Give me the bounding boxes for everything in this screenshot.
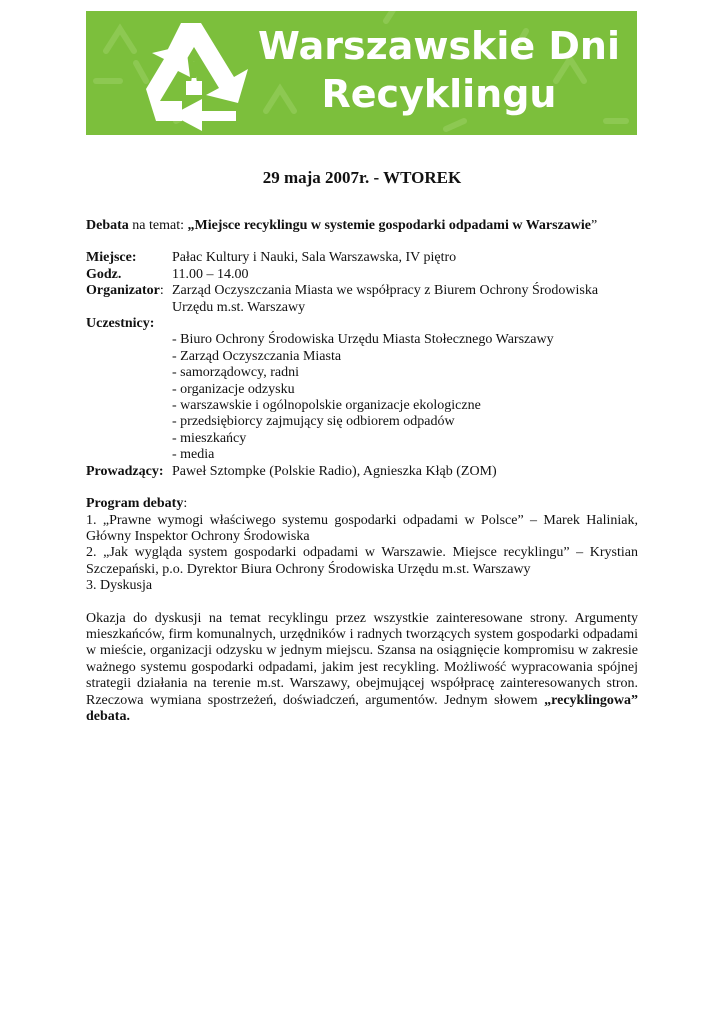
summary-text: Okazja do dyskusji na temat recyklingu przez wszystkie zainteresowane strony. Argumenty mieszkańców, firm komunalnych, urzędników i radnych tworzących system gospodarki odpadami w mieście, organizacji odzysku w jednym miejscu. Szansa na osiągnięcie kompromisu w zakresie ważnego systemu gospodarki odpadami, jakim jest recykling. Możliwość wypracowania spójnej strategii działania na terenie m.st. Warszawy, obejmującej współpracę zainteresowanych stron. Rzeczowa wymiana spostrzeżeń, doświadczeń, argumentów. Jednym słowem: [86, 610, 638, 708]
banner-title-line2: Recyklingu: [321, 72, 557, 116]
recycle-logo-icon: [146, 23, 248, 131]
program-item-3: 3. Dyskusja: [86, 578, 153, 594]
participant-item: - media: [172, 447, 215, 463]
debate-title-close: ”: [591, 218, 598, 233]
participant-item: - mieszkańcy: [172, 430, 247, 446]
program-item-1-line1: 1. „Prawne wymogi właściwego systemu gospodarki odpadami w Polsce” – Marek Haliniak,: [86, 512, 638, 528]
organizer-colon: :: [159, 283, 164, 299]
program-item-2-line1: 2. „Jak wygląda system gospodarki odpadami w Warszawie. Miejsce recyklingu” – Krystian: [86, 545, 638, 561]
banner-title: [244, 19, 634, 116]
debate-mid: na temat:: [128, 218, 188, 233]
time-label: Godz.: [86, 266, 122, 282]
participant-item: - Biuro Ochrony Środowiska Urzędu Miasta Stołecznego Warszawy: [172, 332, 554, 348]
document-body: [86, 218, 638, 725]
organizer-line2: Urzędu m.st. Warszawy: [172, 299, 306, 315]
place-label: Miejsce:: [86, 250, 137, 266]
participants-label: Uczestnicy:: [86, 316, 155, 332]
time-row: [86, 267, 638, 283]
summary-final: debata.: [86, 708, 130, 724]
debate-title: „Miejsce recyklingu w systemie gospodarki odpadami w Warszawie: [187, 218, 592, 233]
place-row: [86, 250, 638, 266]
participant-item: - Zarząd Oczyszczania Miasta: [172, 348, 342, 364]
participant-item: - warszawskie i ogólnopolskie organizacje ekologiczne: [172, 398, 481, 414]
organizer-row: [86, 283, 638, 316]
program-item-2-line2: Szczepański, p.o. Dyrektor Biura Ochrony Środowiska Urzędu m.st. Warszawy: [86, 561, 531, 577]
program-heading: [86, 496, 638, 512]
program-item-1-line2: Główny Inspektor Ochrony Środowiska: [86, 528, 310, 544]
time-value: 11.00 – 14.00: [172, 266, 249, 282]
hosts-label: Prowadzący:: [86, 463, 164, 479]
header-banner: [86, 11, 637, 135]
summary-paragraph: [86, 611, 638, 726]
organizer-label: Organizator: [86, 283, 160, 299]
participant-item: - samorządowcy, radni: [172, 365, 299, 381]
debate-label: Debata: [86, 218, 129, 233]
hosts-row: [86, 464, 638, 480]
participant-item: - przedsiębiorcy zajmujący się odbiorem odpadów: [172, 414, 455, 430]
program-colon: :: [183, 496, 188, 512]
participants-list: [86, 332, 638, 463]
hosts-value: Paweł Sztompke (Polskie Radio), Agnieszka Kłąb (ZOM): [172, 463, 497, 479]
event-date: 29 maja 2007r. - WTOREK: [262, 168, 462, 187]
participant-item: - organizacje odzysku: [172, 381, 295, 397]
summary-highlight: „recyklingowa”: [544, 692, 638, 708]
place-value: Pałac Kultury i Nauki, Sala Warszawska, IV piętro: [172, 250, 457, 266]
banner-title-line1: Warszawskie Dni: [258, 24, 620, 68]
debate-heading: [86, 218, 638, 234]
organizer-line1: Zarząd Oczyszczania Miasta we współpracy z Biurem Ochrony Środowiska: [172, 283, 599, 299]
program-label: Program debaty: [86, 496, 184, 512]
